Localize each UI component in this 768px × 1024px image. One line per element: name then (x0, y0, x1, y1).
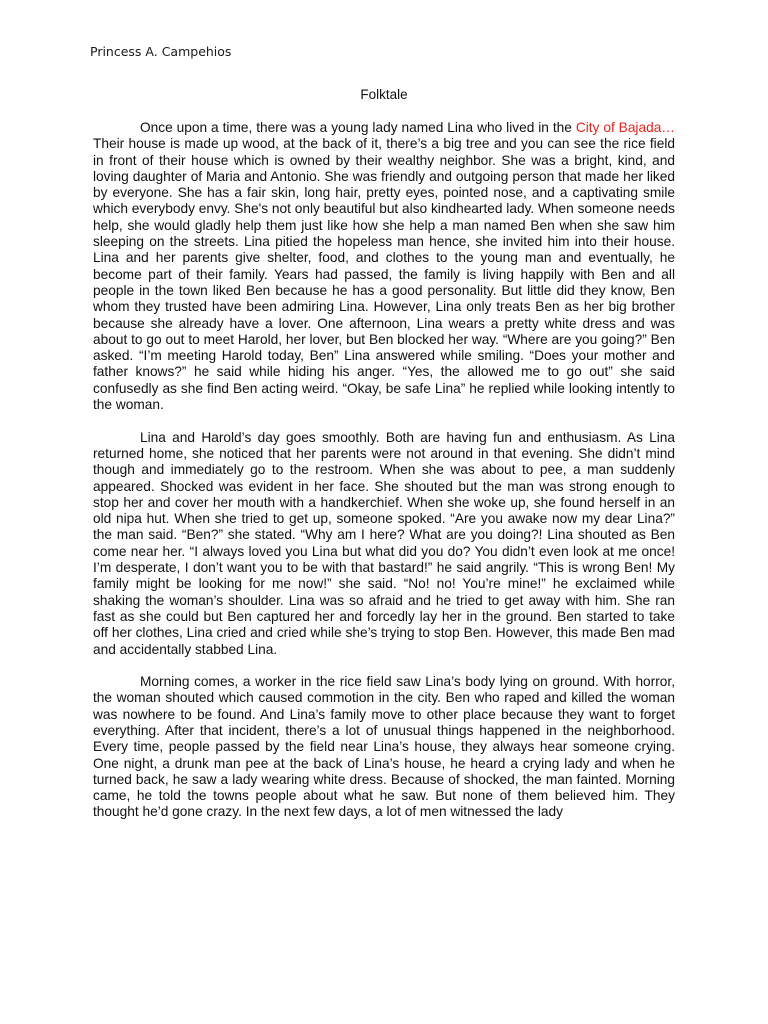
document-title: Folktale (360, 87, 408, 102)
paragraph-1-text: Their house is made up wood, at the back of it, there’s a big tree and you can see the rice field in front of their house which is owned by their wealthy neighbor. She was a bright, kind, and loving daughter of Maria and Antonio. She was friendly and outgoing person that made her liked by everyone. She has a fair skin, long hair, pretty eyes, pointed nose, and a captivating smile which everybody envy. She's not only beautiful but also kindhearted lady. When someone needs help, she would gladly help them just like how she help a man named Ben when she saw him sleeping on the streets. Lina pitied the hopeless man hence, she invited him into their house. Lina and her parents give shelter, food, and clothes to the young man and eventually, he become part of their family. Years had passed, the family is living happily with Ben and all people in the town liked Ben because he has a good personality. But little did they know, Ben whom they trusted have been admiring Lina. However, Lina only treats Ben as her big brother because she already have a lover. One afternoon, Lina wears a pretty white dress and was about to go out to meet Harold, her lover, but Ben blocked her way. “Where are you going?” Ben asked. “I’m meeting Harold today, Ben” Lina answered while smiling. “Does your mother and father knows?” he said while hiding his anger. “Yes, the allowed me to go out” she said confusedly as she find Ben acting weird. “Okay, be safe Lina” he replied while looking intently to the woman. (93, 136, 675, 413)
paragraph-3: Morning comes, a worker in the rice field saw Lina’s body lying on ground. With horror, the woman shouted which caused commotion in the city. Ben who raped and killed the woman was nowhere to be found. And Lina’s family move to other place because they want to forget everything. After that incident, there’s a lot of unusual things happened in the neighborhood. Every time, people passed by the field near Lina’s house, they always hear someone crying. One night, a drunk man pee at the back of Lina’s house, he heard a crying lady and when he turned back, he saw a lady wearing white dress. Because of shocked, the man fainted. Morning came, he told the towns people about what he saw. But none of them believed him. They thought he’d gone crazy. In the next few days, a lot of men witnessed the lady (93, 674, 675, 820)
paragraph-2: Lina and Harold’s day goes smoothly. Both are having fun and enthusiasm. As Lina returned home, she noticed that her parents were not around in that evening. She didn’t mind though and immediately go to the restroom. When she was about to pee, a man suddenly appeared. Shocked was evident in her face. She shouted but the man was strong enough to stop her and cover her mouth with a handkerchief. When she woke up, she found herself in an old nipa hut. When she tried to get up, someone spoked. “Are you awake now my dear Lina?” the man said. “Ben?” she stated. “Why am I here? What are you doing?! Lina shouted as Ben come near her. “I always loved you Lina but what did you do? You didn’t even look at me once! I’m desperate, I don’t want you to be with that bastard!” he said angrily. “This is wrong Ben! My family might be looking for me now!” she said. “No! no! You’re mine!” he exclaimed while shaking the woman’s shoulder. Lina was so afraid and he tried to get away with him. She ran fast as she could but Ben captured her and forcedly lay her in the ground. Ben started to take off her clothes, Lina cried and cried while she’s trying to stop Ben. However, this made Ben mad and accidentally stabbed Lina. (93, 429, 675, 657)
paragraph-1-lead: Once upon a time, there was a young lady named Lina who lived in the (140, 120, 576, 135)
city-name-highlight: City of Bajada… (575, 120, 675, 135)
paragraph-1 (93, 120, 675, 413)
author-name: Princess A. Campehios (90, 44, 232, 59)
story-body (93, 120, 675, 837)
